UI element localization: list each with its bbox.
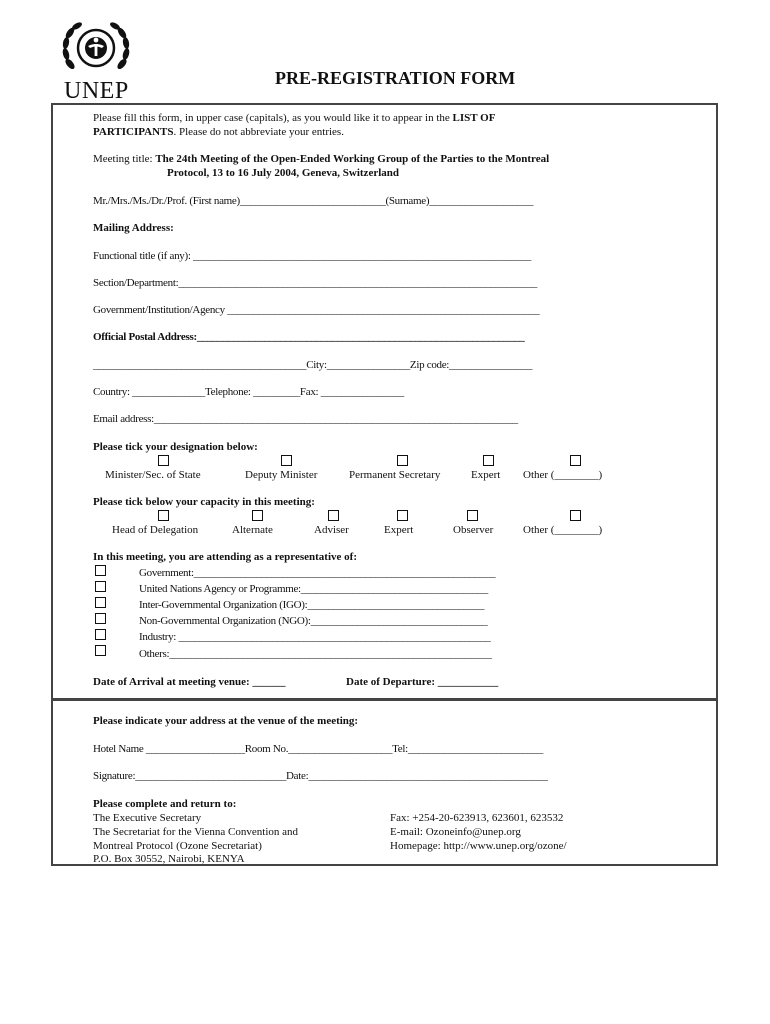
rep-checkbox-others[interactable]: [95, 645, 106, 656]
signature-date-field[interactable]: Signature:_____________________________Date:______________________________________________: [93, 770, 548, 782]
venue-heading: Please indicate your address at the venue of the meeting:: [93, 715, 359, 727]
designation-label-minister: Minister/Sec. of State: [105, 469, 201, 481]
mailing-address-label: Mailing Address:: [93, 222, 174, 234]
rep-option-industry[interactable]: Industry: ____________________________________________________________: [139, 631, 491, 643]
capacity-checkbox-adviser[interactable]: [328, 510, 339, 521]
government-institution-field[interactable]: Government/Institution/Agency ____________________________________________________________: [93, 304, 540, 316]
capacity-label-alternate: Alternate: [232, 524, 273, 536]
rep-option-ngo[interactable]: Non-Governmental Organization (NGO):__________________________________: [139, 615, 488, 627]
representative-heading: In this meeting, you are attending as a representative of:: [93, 551, 357, 563]
capacity-label-observer: Observer: [453, 524, 494, 536]
designation-heading: Please tick your designation below:: [93, 441, 258, 453]
capacity-label-other: Other (________): [523, 524, 603, 536]
return-address-line-3: Montreal Protocol (Ozone Secretariat): [93, 840, 262, 852]
capacity-label-adviser: Adviser: [314, 524, 349, 536]
capacity-checkbox-head[interactable]: [158, 510, 169, 521]
functional-title-field[interactable]: Functional title (if any): _________________________________________________________________: [93, 250, 532, 262]
designation-label-expert: Expert: [471, 469, 501, 481]
email-field[interactable]: Email address:______________________________________________________________________: [93, 413, 518, 425]
meeting-title-line-2: Protocol, 13 to 16 July 2004, Geneva, Switzerland: [167, 167, 399, 179]
postal-address-field[interactable]: Official Postal Address:_______________________________________________________________: [93, 331, 525, 343]
rep-checkbox-igo[interactable]: [95, 597, 106, 608]
meeting-title-line-1: Meeting title: The 24th Meeting of the Open-Ended Working Group of the Parties to the Montreal: [93, 153, 550, 165]
designation-label-permanent-secretary: Permanent Secretary: [349, 469, 441, 481]
section-department-field[interactable]: Section/Department:_____________________________________________________________________: [93, 277, 538, 289]
country-phone-fax-field[interactable]: Country: ______________Telephone: _________Fax: ________________: [93, 386, 404, 398]
unep-logo: [58, 20, 134, 104]
rep-option-igo[interactable]: Inter-Governmental Organization (IGO):__________________________________: [139, 599, 485, 611]
designation-checkbox-permanent-secretary[interactable]: [397, 455, 408, 466]
contact-fax: Fax: +254-20-623913, 623601, 623532: [390, 812, 564, 824]
name-field[interactable]: Mr./Mrs./Ms./Dr./Prof. (First name)____________________________(Surname)____________________: [93, 195, 534, 207]
designation-checkbox-minister[interactable]: [158, 455, 169, 466]
contact-homepage[interactable]: Homepage: http://www.unep.org/ozone/: [390, 840, 567, 852]
capacity-checkbox-expert[interactable]: [397, 510, 408, 521]
rep-option-others[interactable]: Others:______________________________________________________________: [139, 648, 492, 660]
rep-option-government[interactable]: Government:__________________________________________________________: [139, 567, 496, 579]
rep-option-un-agency[interactable]: United Nations Agency or Programme:____________________________________: [139, 583, 489, 595]
designation-checkbox-deputy[interactable]: [281, 455, 292, 466]
intro-line-1: Please fill this form, in upper case (capitals), as you would like it to appear in the LIST OF: [93, 112, 496, 124]
logo-text: UNEP: [64, 78, 129, 104]
departure-date-field[interactable]: Date of Departure: ___________: [346, 676, 499, 688]
return-address-line-4: P.O. Box 30552, Nairobi, KENYA: [93, 853, 245, 865]
return-address-line-1: The Executive Secretary: [93, 812, 202, 824]
designation-checkbox-expert[interactable]: [483, 455, 494, 466]
intro-line-2: PARTICIPANTS. Please do not abbreviate your entries.: [93, 126, 344, 138]
arrival-date-field[interactable]: Date of Arrival at meeting venue: ______: [93, 676, 286, 688]
capacity-checkbox-other[interactable]: [570, 510, 581, 521]
page-title: PRE-REGISTRATION FORM: [275, 68, 516, 88]
rep-checkbox-industry[interactable]: [95, 629, 106, 640]
city-zip-field[interactable]: _________________________________________City:________________Zip code:________________: [93, 359, 533, 371]
rep-checkbox-government[interactable]: [95, 565, 106, 576]
return-address-line-2: The Secretariat for the Vienna Convention and: [93, 826, 299, 838]
capacity-heading: Please tick below your capacity in this meeting:: [93, 496, 315, 508]
rep-checkbox-un-agency[interactable]: [95, 581, 106, 592]
capacity-label-expert: Expert: [384, 524, 414, 536]
unep-emblem-icon: [60, 20, 132, 78]
designation-label-deputy: Deputy Minister: [245, 469, 318, 481]
designation-label-other: Other (________): [523, 469, 603, 481]
designation-checkbox-other[interactable]: [570, 455, 581, 466]
hotel-room-tel-field[interactable]: Hotel Name ___________________Room No.____________________Tel:__________________________: [93, 743, 544, 755]
return-heading: Please complete and return to:: [93, 798, 237, 810]
capacity-checkbox-observer[interactable]: [467, 510, 478, 521]
capacity-label-head: Head of Delegation: [112, 524, 199, 536]
capacity-checkbox-alternate[interactable]: [252, 510, 263, 521]
section-divider: [51, 698, 718, 701]
contact-email[interactable]: E-mail: Ozoneinfo@unep.org: [390, 826, 521, 838]
rep-checkbox-ngo[interactable]: [95, 613, 106, 624]
